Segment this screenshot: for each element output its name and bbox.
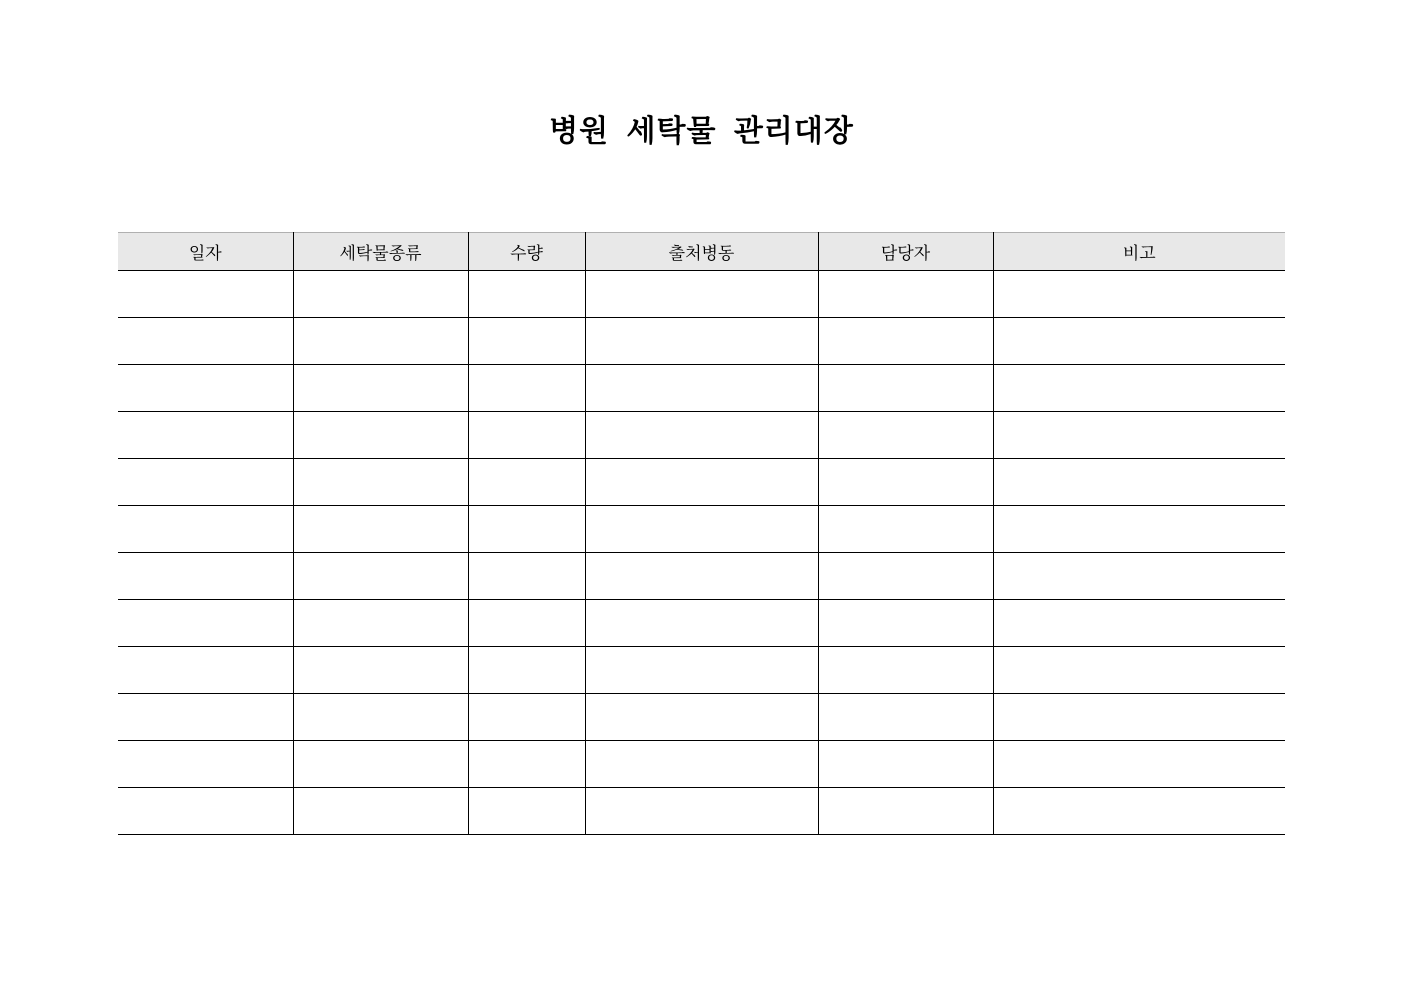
column-header-date: 일자 xyxy=(118,233,293,271)
cell-remarks[interactable] xyxy=(993,459,1285,506)
table-row xyxy=(118,788,1285,835)
cell-date[interactable] xyxy=(118,365,293,412)
cell-date[interactable] xyxy=(118,553,293,600)
ledger-body xyxy=(118,271,1285,835)
table-row xyxy=(118,271,1285,318)
cell-person-in-charge[interactable] xyxy=(818,741,993,788)
cell-laundry-type[interactable] xyxy=(293,318,468,365)
cell-person-in-charge[interactable] xyxy=(818,271,993,318)
cell-date[interactable] xyxy=(118,694,293,741)
cell-person-in-charge[interactable] xyxy=(818,459,993,506)
cell-person-in-charge[interactable] xyxy=(818,412,993,459)
cell-source-ward[interactable] xyxy=(585,318,818,365)
cell-person-in-charge[interactable] xyxy=(818,788,993,835)
cell-date[interactable] xyxy=(118,318,293,365)
table-row xyxy=(118,412,1285,459)
cell-person-in-charge[interactable] xyxy=(818,365,993,412)
cell-quantity[interactable] xyxy=(468,788,585,835)
cell-source-ward[interactable] xyxy=(585,647,818,694)
cell-date[interactable] xyxy=(118,412,293,459)
cell-quantity[interactable] xyxy=(468,647,585,694)
cell-source-ward[interactable] xyxy=(585,506,818,553)
cell-source-ward[interactable] xyxy=(585,600,818,647)
cell-quantity[interactable] xyxy=(468,412,585,459)
cell-quantity[interactable] xyxy=(468,600,585,647)
column-header-remarks: 비고 xyxy=(993,233,1285,271)
cell-remarks[interactable] xyxy=(993,600,1285,647)
cell-date[interactable] xyxy=(118,271,293,318)
cell-remarks[interactable] xyxy=(993,506,1285,553)
cell-source-ward[interactable] xyxy=(585,788,818,835)
cell-remarks[interactable] xyxy=(993,412,1285,459)
cell-laundry-type[interactable] xyxy=(293,365,468,412)
cell-quantity[interactable] xyxy=(468,694,585,741)
cell-laundry-type[interactable] xyxy=(293,459,468,506)
cell-person-in-charge[interactable] xyxy=(818,694,993,741)
header-row xyxy=(118,233,1285,271)
cell-source-ward[interactable] xyxy=(585,694,818,741)
table-row xyxy=(118,459,1285,506)
cell-remarks[interactable] xyxy=(993,318,1285,365)
cell-source-ward[interactable] xyxy=(585,271,818,318)
cell-remarks[interactable] xyxy=(993,365,1285,412)
cell-remarks[interactable] xyxy=(993,553,1285,600)
cell-laundry-type[interactable] xyxy=(293,506,468,553)
cell-laundry-type[interactable] xyxy=(293,412,468,459)
cell-quantity[interactable] xyxy=(468,365,585,412)
cell-remarks[interactable] xyxy=(993,271,1285,318)
laundry-ledger-table xyxy=(118,232,1285,835)
cell-date[interactable] xyxy=(118,459,293,506)
cell-laundry-type[interactable] xyxy=(293,600,468,647)
cell-date[interactable] xyxy=(118,788,293,835)
column-header-laundry-type: 세탁물종류 xyxy=(293,233,468,271)
cell-laundry-type[interactable] xyxy=(293,694,468,741)
cell-laundry-type[interactable] xyxy=(293,788,468,835)
cell-laundry-type[interactable] xyxy=(293,741,468,788)
table-row xyxy=(118,365,1285,412)
page-title: 병원 세탁물 관리대장 xyxy=(549,114,854,149)
table-row xyxy=(118,647,1285,694)
cell-quantity[interactable] xyxy=(468,506,585,553)
column-header-quantity: 수량 xyxy=(468,233,585,271)
cell-person-in-charge[interactable] xyxy=(818,506,993,553)
cell-remarks[interactable] xyxy=(993,788,1285,835)
cell-quantity[interactable] xyxy=(468,741,585,788)
cell-date[interactable] xyxy=(118,506,293,553)
column-header-source-ward: 출처병동 xyxy=(585,233,818,271)
cell-person-in-charge[interactable] xyxy=(818,600,993,647)
cell-source-ward[interactable] xyxy=(585,412,818,459)
column-header-person-in-charge: 담당자 xyxy=(818,233,993,271)
cell-date[interactable] xyxy=(118,647,293,694)
cell-date[interactable] xyxy=(118,600,293,647)
cell-quantity[interactable] xyxy=(468,318,585,365)
cell-source-ward[interactable] xyxy=(585,459,818,506)
cell-quantity[interactable] xyxy=(468,271,585,318)
cell-remarks[interactable] xyxy=(993,741,1285,788)
cell-person-in-charge[interactable] xyxy=(818,553,993,600)
cell-source-ward[interactable] xyxy=(585,553,818,600)
table-row xyxy=(118,506,1285,553)
table-row xyxy=(118,600,1285,647)
cell-laundry-type[interactable] xyxy=(293,271,468,318)
cell-remarks[interactable] xyxy=(993,647,1285,694)
table-row xyxy=(118,553,1285,600)
cell-quantity[interactable] xyxy=(468,459,585,506)
cell-person-in-charge[interactable] xyxy=(818,318,993,365)
cell-source-ward[interactable] xyxy=(585,741,818,788)
table-row xyxy=(118,318,1285,365)
cell-laundry-type[interactable] xyxy=(293,647,468,694)
table-row xyxy=(118,741,1285,788)
cell-remarks[interactable] xyxy=(993,694,1285,741)
cell-date[interactable] xyxy=(118,741,293,788)
cell-laundry-type[interactable] xyxy=(293,553,468,600)
table-row xyxy=(118,694,1285,741)
cell-person-in-charge[interactable] xyxy=(818,647,993,694)
cell-source-ward[interactable] xyxy=(585,365,818,412)
cell-quantity[interactable] xyxy=(468,553,585,600)
